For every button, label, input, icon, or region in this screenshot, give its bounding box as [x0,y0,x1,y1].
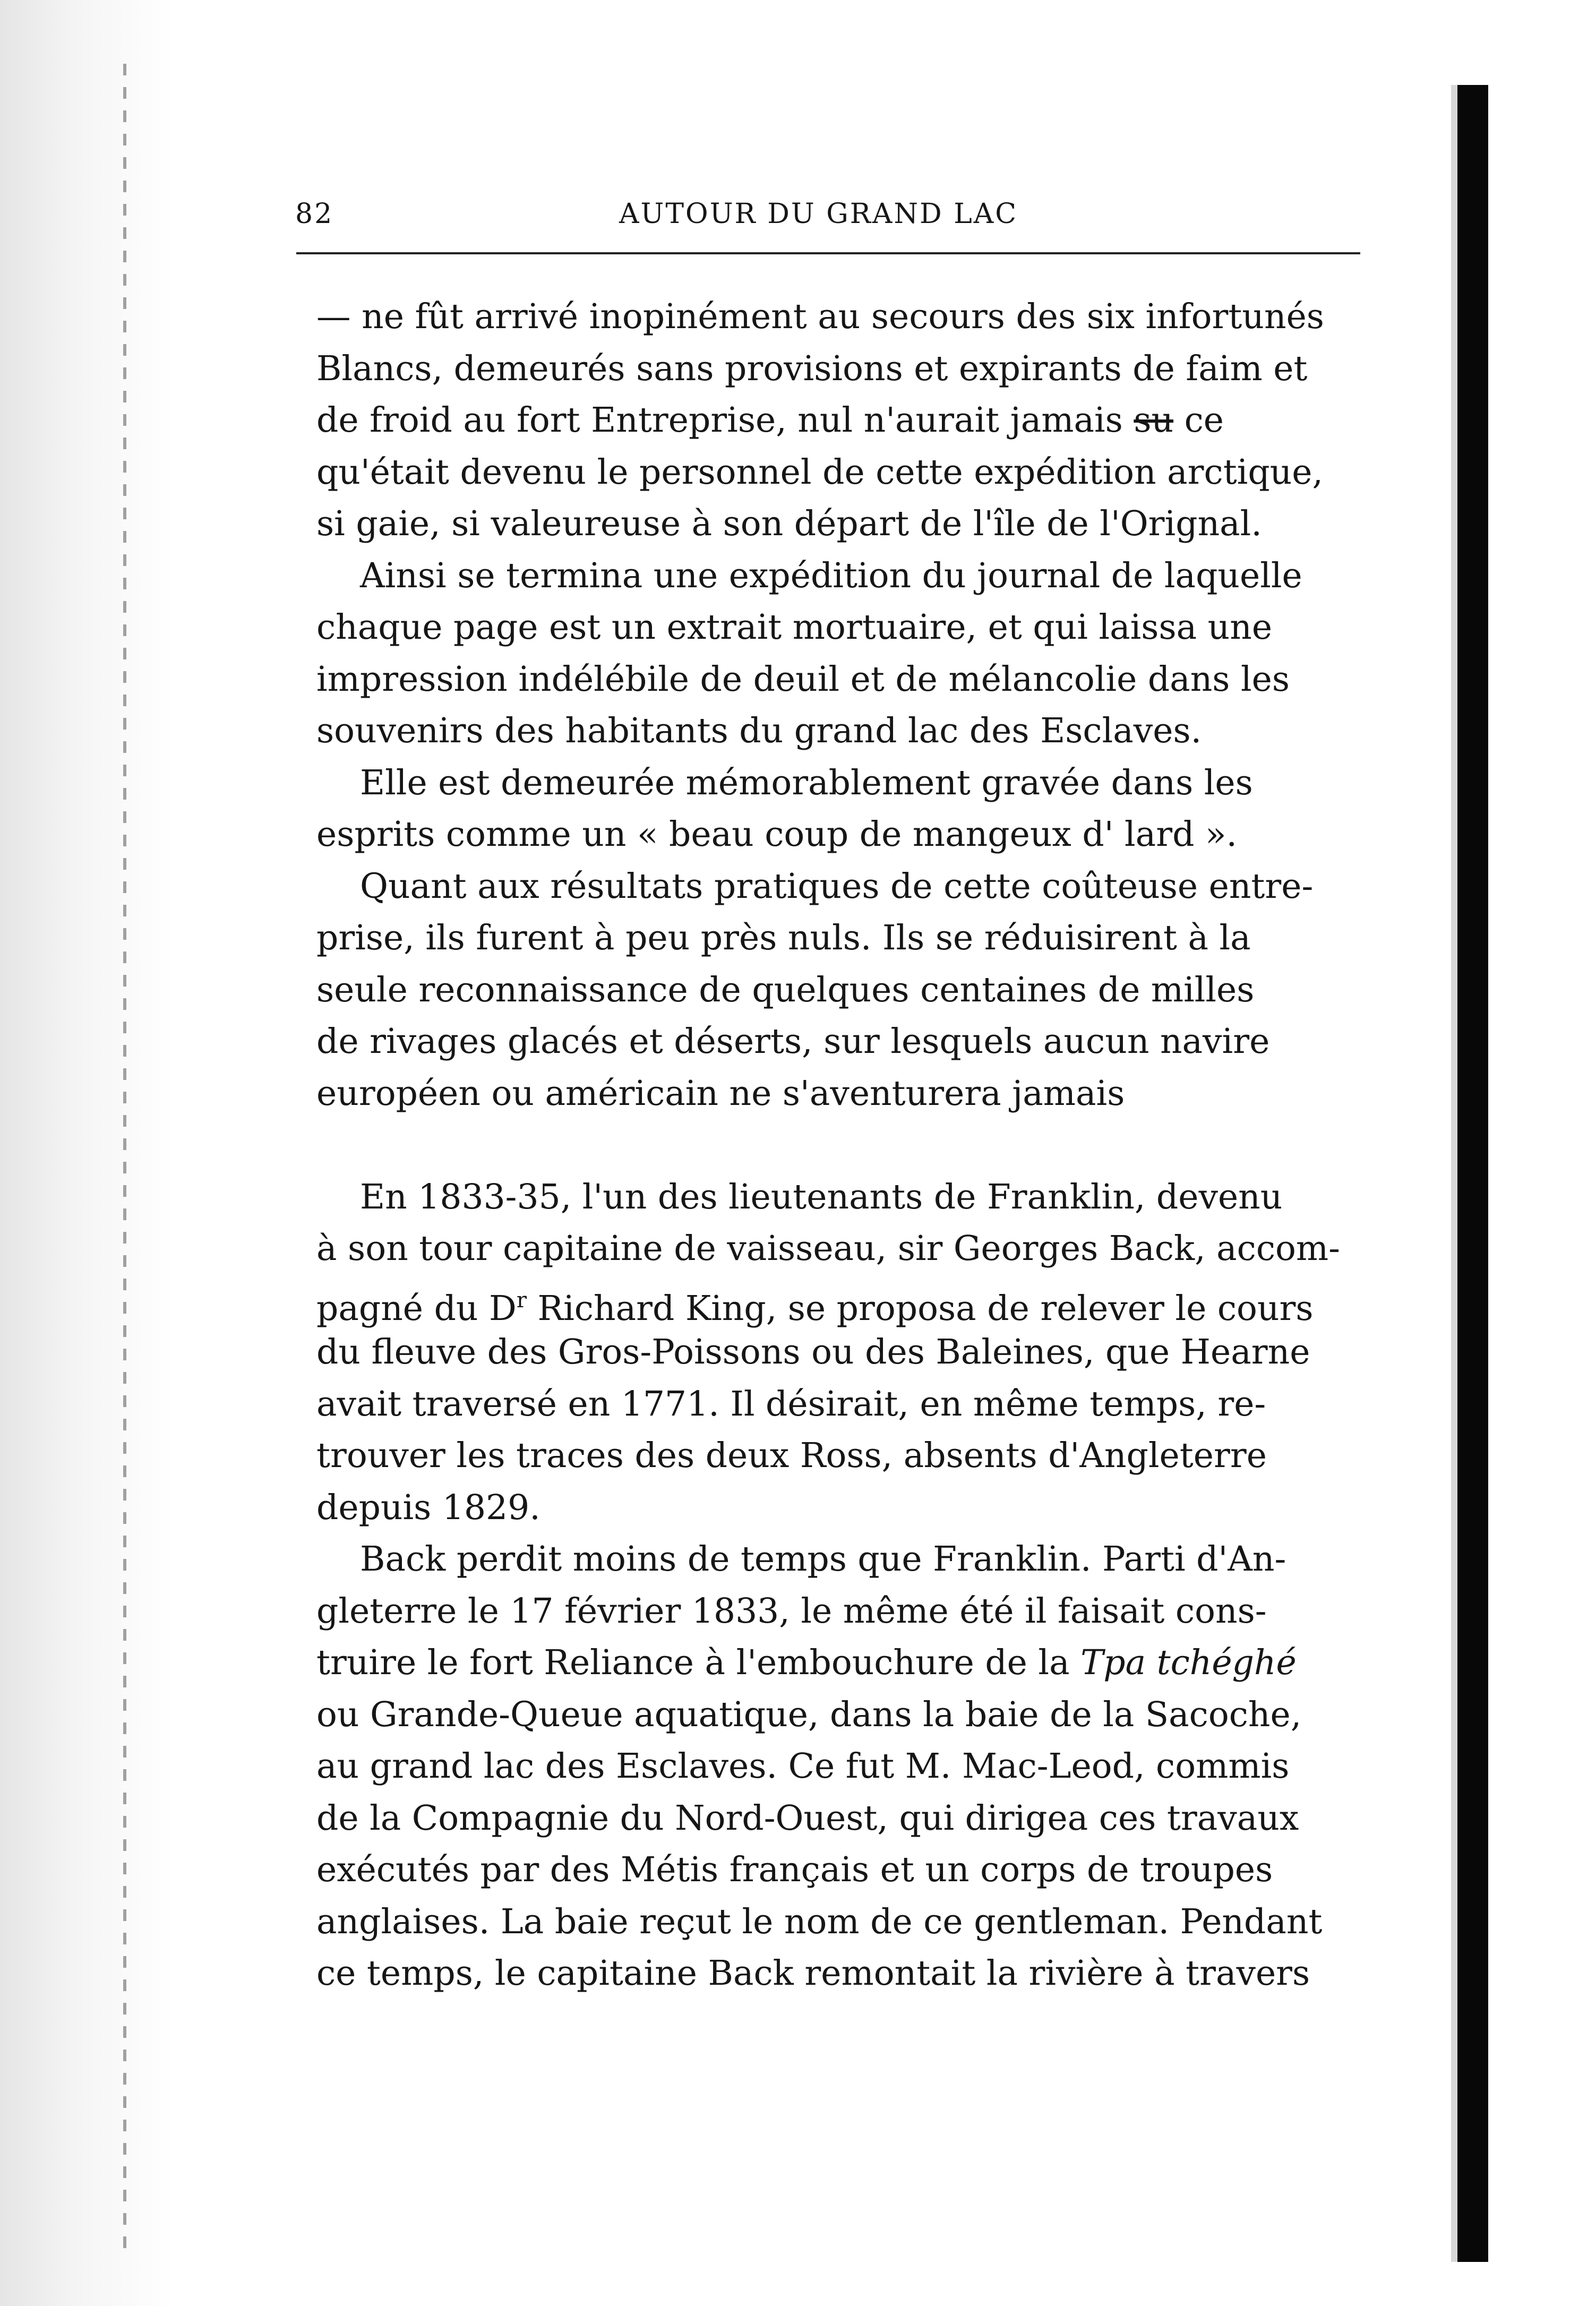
scan-edge-shadow [0,0,175,2306]
text-fragment: Richard King, se proposa de relever le cours [526,1288,1314,1328]
text-line: exécutés par des Métis français et un corps de troupes [316,1850,1273,1890]
text-line: Blancs, demeurés sans provisions et expirants de faim et [316,348,1308,389]
text-line: qu'était devenu le personnel de cette expédition arctique, [316,452,1324,492]
text-line: ce temps, le capitaine Back remontait la rivière à travers [316,1953,1310,1993]
header-rule [296,252,1360,254]
text-line: de rivages glacés et déserts, sur lesquels aucun navire [316,1022,1270,1061]
text-line [316,395,1368,447]
text-line: ou Grande-Queue aquatique, dans la baie de la Sacoche, [316,1694,1302,1735]
running-header [295,188,1378,242]
text-line: impression indélébile de deuil et de mélancolie dans les [316,659,1290,699]
paragraph-start-line: Back perdit moins de temps que Franklin. Parti d'An- [360,1539,1286,1579]
text-line: seule reconnaissance de quelques centaines de milles [316,970,1255,1010]
text-line: à son tour capitaine de vaisseau, sir Georges Back, accom- [316,1229,1340,1268]
page-edge-bar [1457,85,1488,2262]
text-fragment: pagné du D [316,1288,517,1328]
section-spacer [316,1119,1368,1171]
text-line: au grand lac des Esclaves. Ce fut M. Mac-Leod, commis [316,1746,1290,1786]
page-edge-gap [1451,85,1457,2262]
text-line: chaque page est un extrait mortuaire, et qui laissa une [316,607,1273,647]
text-line [316,1637,1368,1689]
page-number: 82 [295,198,334,230]
text-line: souvenirs des habitants du grand lac des Esclaves. [316,711,1202,751]
paragraph-start-line: Elle est demeurée mémorablement gravée dans les [360,762,1253,803]
running-title: AUTOUR DU GRAND LAC [619,198,1018,230]
text-line: anglaises. La baie reçut le nom de ce gentleman. Pendant [316,1901,1323,1942]
paragraph-start-line: Ainsi se termina une expédition du journal de laquelle [360,555,1302,596]
superscript: r [516,1288,527,1313]
text-line: gleterre le 17 février 1833, le même été il faisait cons- [316,1591,1267,1631]
text-line: si gaie, si valeureuse à son départ de l'île de l'Orignal. [316,504,1262,544]
text-line: — ne fût arrivé inopinément au secours des six infortunés [316,297,1324,337]
binding-edge-marks [123,64,126,2251]
text-line: européen ou américain ne s'aventurera jamais [316,1073,1125,1113]
italic-name: Tpa tchéghé [1080,1643,1297,1683]
paragraph-start-line: En 1833-35, l'un des lieutenants de Franklin, devenu [360,1177,1283,1217]
text-line: prise, ils furent à peu près nuls. Ils se réduisirent à la [316,918,1251,958]
text-line: trouver les traces des deux Ross, absents d'Angleterre [316,1436,1267,1476]
text-line: esprits comme un « beau coup de mangeux d' lard ». [316,815,1238,854]
text-line: de la Compagnie du Nord-Ouest, qui dirigea ces travaux [316,1798,1299,1838]
paragraph-start-line: Quant aux résultats pratiques de cette coûteuse entre- [360,866,1314,906]
text-fragment: de froid au fort Entreprise, nul n'aurait jamais [316,400,1134,440]
text-line [316,1275,1368,1327]
text-line: depuis 1829. [316,1487,540,1528]
text-fragment: truire le fort Reliance à l'embouchure de la [316,1643,1081,1683]
body-text [316,291,1368,2000]
text-line: du fleuve des Gros-Poissons ou des Baleines, que Hearne [316,1332,1310,1372]
struck-word: su [1134,400,1174,440]
text-line: avait traversé en 1771. Il désirait, en même temps, re- [316,1384,1266,1424]
text-fragment: ce [1173,400,1224,440]
